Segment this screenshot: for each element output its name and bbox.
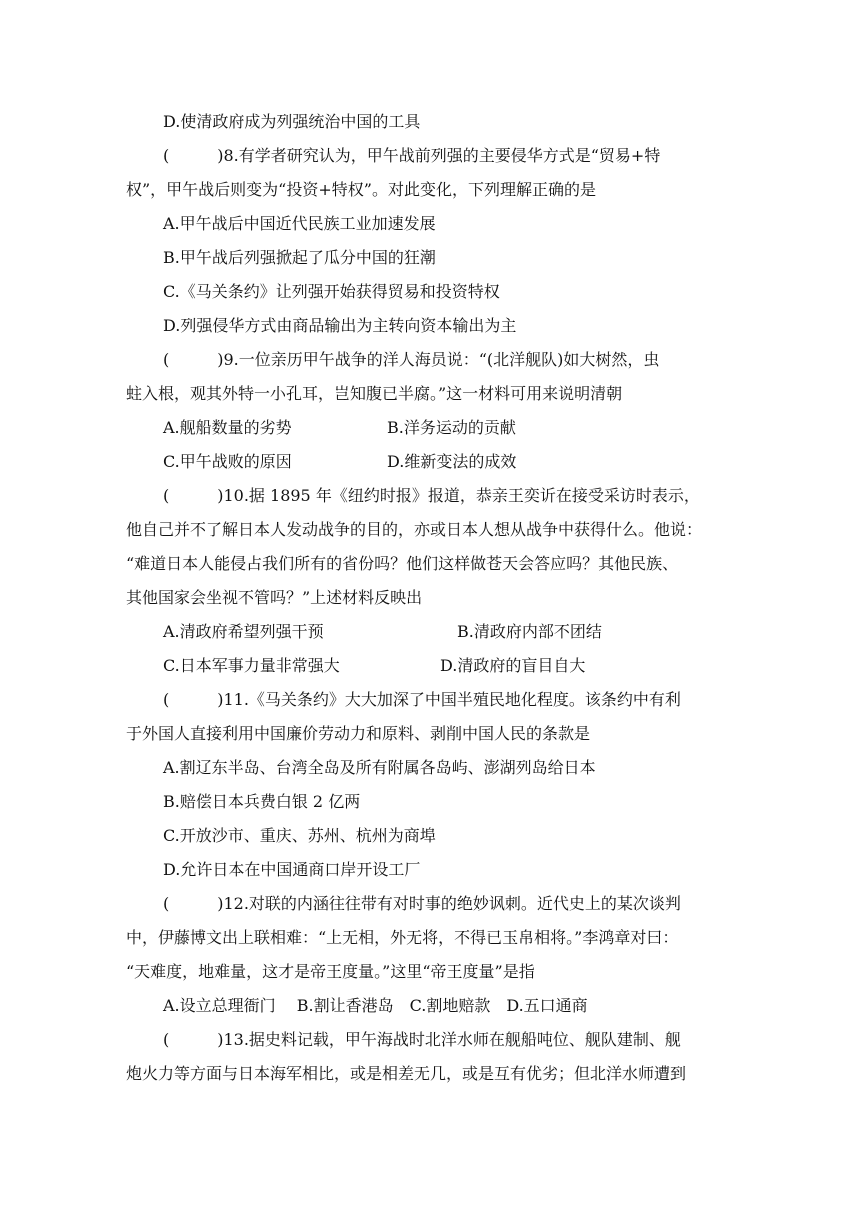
q8-stem-line1: ( )8.有学者研究认为，甲午战前列强的主要侵华方式是“贸易+特 — [163, 146, 661, 165]
q10-option-b: B.清政府内部不团结 — [457, 622, 602, 641]
q9-option-a: A.舰船数量的劣势 — [163, 418, 292, 437]
q7-option-d: D.使清政府成为列强统治中国的工具 — [163, 112, 421, 131]
q10-stem-line1: ( )10.据 1895 年《纽约时报》报道，恭亲王奕䜣在接受采访时表示， — [163, 486, 700, 505]
q8-option-a: A.甲午战后中国近代民族工业加速发展 — [163, 214, 436, 233]
q11-stem-line1: ( )11.《马关条约》大大加深了中国半殖民地化程度。该条约中有利 — [163, 690, 681, 709]
q13-stem-line1: ( )13.据史料记载，甲午海战时北洋水师在舰船吨位、舰队建制、舰 — [163, 1030, 681, 1049]
q8-option-d: D.列强侵华方式由商品输出为主转向资本输出为主 — [163, 316, 517, 335]
q9-stem-line1: ( )9.一位亲历甲午战争的洋人海员说：“(北洋舰队)如大树然，虫 — [163, 350, 660, 369]
q10-option-a: A.清政府希望列强干预 — [163, 622, 324, 641]
q13-stem-line2: 炮火力等方面与日本海军相比，或是相差无几，或是互有优劣；但北洋水师遭到 — [126, 1064, 687, 1083]
q9-option-d: D.维新变法的成效 — [387, 452, 517, 471]
q9-option-c: C.甲午战败的原因 — [163, 452, 292, 471]
q8-option-b: B.甲午战后列强掀起了瓜分中国的狂潮 — [163, 248, 436, 267]
q10-stem-line3: “难道日本人能侵占我们所有的省份吗？他们这样做苍天会答应吗？其他民族、 — [126, 554, 679, 573]
q11-option-b: B.赔偿日本兵费白银 2 亿两 — [163, 792, 361, 811]
q9-option-b: B.洋务运动的贡献 — [387, 418, 516, 437]
q10-option-d: D.清政府的盲目自大 — [440, 656, 586, 675]
q8-option-c: C.《马关条约》让列强开始获得贸易和投资特权 — [163, 282, 500, 301]
q10-stem-line4: 其他国家会坐视不管吗？”上述材料反映出 — [126, 588, 423, 607]
q11-option-a: A.割辽东半岛、台湾全岛及所有附属各岛屿、澎湖列岛给日本 — [163, 758, 596, 777]
q12-stem-line3: “天难度，地难量，这才是帝王度量。”这里“帝王度量”是指 — [126, 962, 535, 981]
q12-stem-line2: 中，伊藤博文出上联相难：“上无相，外无将，不得已玉帛相将。”李鸿章对曰： — [126, 928, 679, 947]
q11-option-d: D.允许日本在中国通商口岸开设工厂 — [163, 860, 421, 879]
q9-stem-line2: 蛀入根，观其外特一小孔耳，岂知腹已半腐。”这一材料可用来说明清朝 — [126, 384, 623, 403]
q10-stem-line2: 他自己并不了解日本人发动战争的目的，亦或日本人想从战争中获得什么。他说： — [126, 520, 703, 539]
q11-stem-line2: 于外国人直接利用中国廉价劳动力和原料、剥削中国人民的条款是 — [126, 724, 591, 743]
q10-option-c: C.日本军事力量非常强大 — [163, 656, 340, 675]
q12-stem-line1: ( )12.对联的内涵往往带有对时事的绝妙讽刺。近代史上的某次谈判 — [163, 894, 681, 913]
q11-option-c: C.开放沙市、重庆、苏州、杭州为商埠 — [163, 826, 436, 845]
q12-options: A.设立总理衙门 B.割让香港岛 C.割地赔款 D.五口通商 — [163, 996, 588, 1015]
q8-stem-line2: 权”，甲午战后则变为“投资+特权”。对此变化，下列理解正确的是 — [126, 180, 596, 199]
